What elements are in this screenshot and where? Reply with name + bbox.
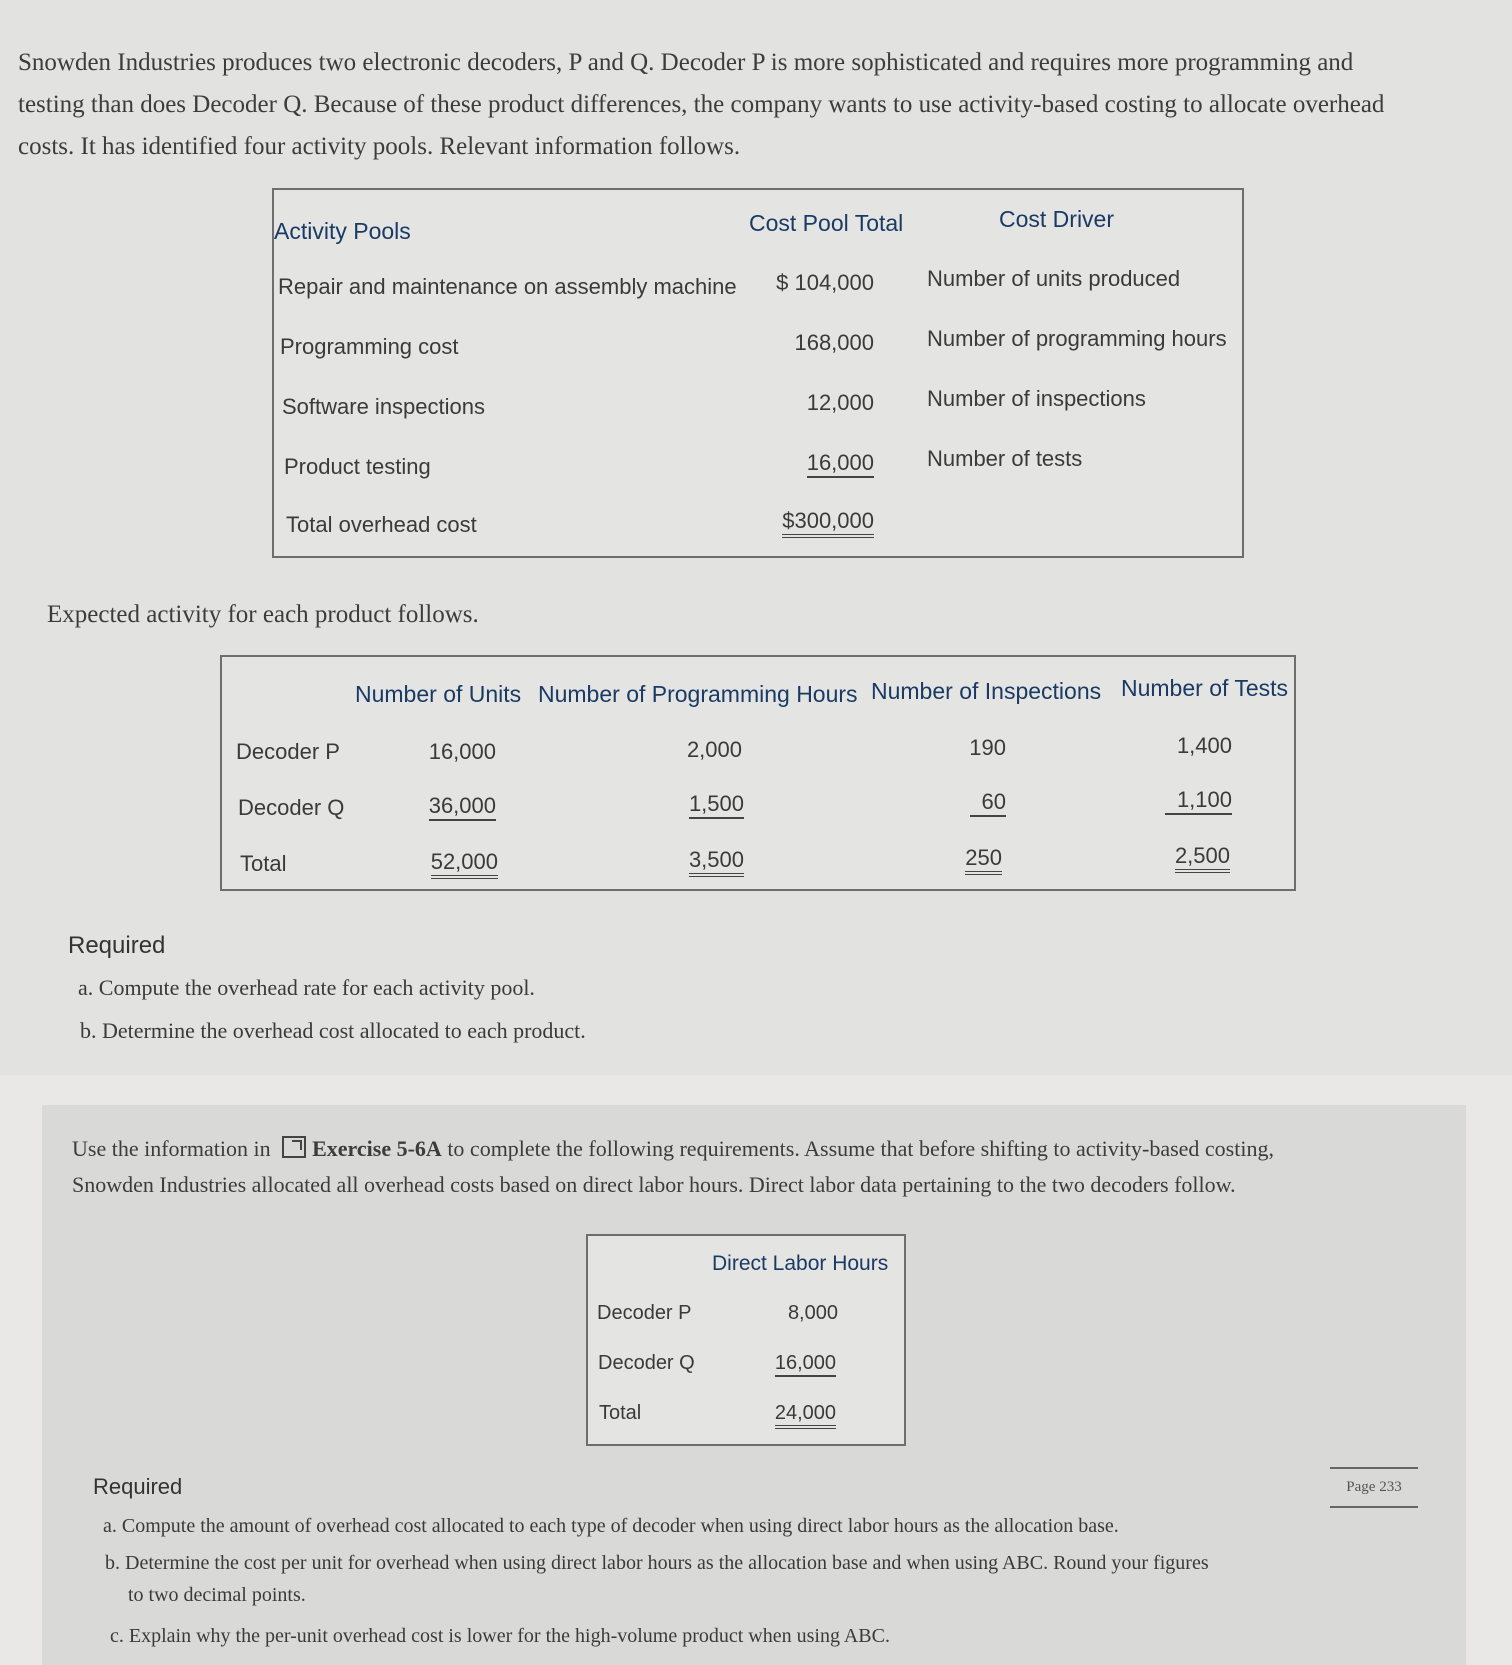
pool-inspections: Software inspections [282,394,485,419]
header-cost-driver: Cost Driver [999,206,1115,232]
inspections-decoder-p: 190 [969,735,1006,760]
header-tests: Number of Tests [1121,675,1289,701]
expected-activity-table [220,655,1296,891]
required-1-a: a. Compute the overhead rate for each activity pool. [78,975,535,1000]
tests-total-wrap [1102,843,1230,869]
total-testing-wrap [782,450,874,476]
programming-total-wrap [592,847,744,873]
labor-decoder-p: 8,000 [787,1302,838,1324]
activity-pools-table [272,188,1244,558]
part2-line-1 [72,1131,1472,1167]
header-cost-pool-total: Cost Pool Total [749,210,904,236]
driver-programming: Number of programming hours [927,326,1227,351]
programming-decoder-q-wrap [592,791,744,817]
total-programming: 168,000 [794,330,874,355]
header-activity-pools: Activity Pools [274,218,411,244]
page-number-tag: Page 233 [1330,1467,1418,1508]
external-link-icon [282,1136,306,1158]
intro-line-1: Snowden Industries produces two electronic decoders, P and Q. Decoder P is more sophisticated and requires more programming and [18,49,1354,76]
driver-repair: Number of units produced [927,266,1181,291]
required-heading-2: Required [93,1474,183,1499]
programming-decoder-p: 2,000 [686,737,742,762]
part2-line-1-post: to complete the following requirements. Assume that before shifting to activity-based costing, [447,1136,1274,1161]
pool-testing: Product testing [284,454,431,479]
required-2-a: a. Compute the amount of overhead cost allocated to each type of decoder when using direct labor hours as the allocation base. [103,1515,1119,1537]
labor-total-wrap [750,1402,836,1425]
required-2-b: b. Determine the cost per unit for overhead when using direct labor hours as the allocation base and when using ABC. Round your figures [105,1552,1209,1574]
pool-total: Total overhead cost [286,512,477,537]
exercise-link[interactable] [282,1136,442,1161]
tests-decoder-q: 1,100 [1165,787,1232,815]
intro-paragraph [18,42,1498,168]
intro-line-2: testing than does Decoder Q. Because of these product differences, the company wants to use activity-based costing to allocate overhead [18,91,1385,118]
inspections-decoder-q-wrap [872,789,1006,815]
total-testing: 16,000 [807,450,874,478]
units-total-wrap [372,849,498,875]
labor-label-decoder-q: Decoder Q [598,1352,695,1374]
required-1-b: b. Determine the overhead cost allocated to each product. [80,1018,586,1043]
header-direct-labor-hours: Direct Labor Hours [712,1252,889,1275]
intro-line-3: costs. It has identified four activity pools. Relevant information follows. [18,133,741,160]
pool-programming: Programming cost [280,334,459,359]
required-heading-1: Required [68,932,166,959]
header-programming-hours: Number of Programming Hours [538,681,858,707]
units-decoder-p: 16,000 [428,739,496,764]
tests-decoder-p: 1,400 [1176,733,1232,758]
driver-testing: Number of tests [927,446,1083,471]
row-label-total: Total [240,851,287,876]
required-2-c: c. Explain why the per-unit overhead cost is lower for the high-volume product when using ABC. [110,1625,890,1647]
total-overhead-wrap [754,508,874,534]
part2-line-1-pre: Use the information in [72,1136,271,1161]
part2-paragraph [72,1131,1472,1203]
inspections-total-wrap [872,845,1002,871]
units-decoder-q: 36,000 [429,793,496,821]
tests-total: 2,500 [1175,843,1230,873]
part2-line-2: Snowden Industries allocated all overhead costs based on direct labor hours. Direct labor data pertaining to the two decoders follow. [72,1172,1236,1197]
tests-decoder-q-wrap [1102,787,1232,813]
labor-decoder-q-wrap [752,1352,836,1375]
programming-total: 3,500 [689,847,744,877]
labor-total: 24,000 [775,1402,836,1429]
header-inspections: Number of Inspections [871,678,1102,704]
labor-label-total: Total [599,1402,642,1424]
pool-repair: Repair and maintenance on assembly machine [278,274,737,299]
expected-activity-text: Expected activity for each product follows. [47,601,479,628]
row-label-decoder-q: Decoder Q [238,795,345,820]
inspections-decoder-q: 60 [970,789,1006,817]
labor-label-decoder-p: Decoder P [597,1302,692,1324]
exercise-link-label: Exercise 5-6A [312,1136,442,1161]
units-decoder-q-wrap [372,793,496,819]
labor-decoder-q: 16,000 [775,1352,836,1377]
row-label-decoder-p: Decoder P [236,739,340,764]
total-overhead: $300,000 [782,508,874,538]
total-inspections: 12,000 [806,390,874,415]
required-2-b-continued: to two decimal points. [128,1584,306,1606]
programming-decoder-q: 1,500 [689,791,744,819]
inspections-total: 250 [965,845,1002,875]
direct-labor-table [586,1234,906,1446]
total-repair: $ 104,000 [776,270,874,295]
driver-inspections: Number of inspections [927,386,1146,411]
header-units: Number of Units [355,681,522,707]
units-total: 52,000 [431,849,498,879]
